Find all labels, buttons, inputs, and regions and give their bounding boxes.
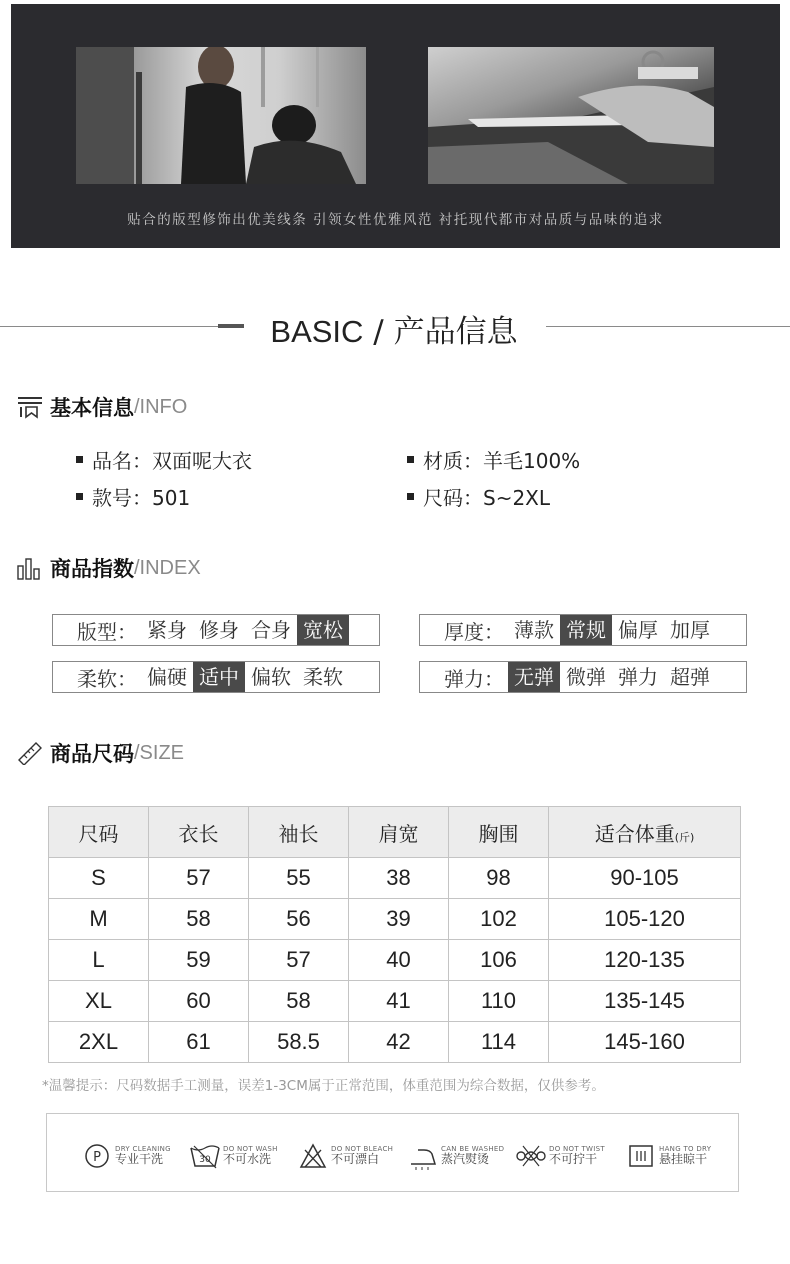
index-option-selected: 无弹 — [508, 662, 560, 692]
size-heading — [16, 738, 184, 768]
index-option: 柔软 — [303, 665, 343, 689]
index-option: 紧身 — [147, 618, 187, 642]
svg-text:P: P — [93, 1150, 101, 1165]
index-option-selected: 常规 — [560, 615, 612, 645]
table-cell: 98 — [449, 858, 549, 899]
index-heading — [16, 553, 201, 583]
table-cell: 41 — [349, 981, 449, 1022]
index-heading-cn: 商品指数 — [50, 557, 134, 581]
info-item-text: 材质：羊毛100% — [423, 449, 581, 473]
divider-accent — [218, 324, 244, 328]
column-header: 衣长 — [149, 807, 249, 858]
care-item-steam-iron — [407, 1140, 504, 1172]
table-cell: 135-145 — [549, 981, 741, 1022]
care-cn: 悬挂晾干 — [659, 1152, 708, 1167]
index-option: 微弹 — [566, 665, 606, 689]
banner-caption: 贴合的版型修饰出优美线条 引领女性优雅风范 衬托现代都市对品质与品味的追求 — [127, 212, 664, 228]
table-row — [49, 1022, 741, 1063]
section-heading — [0, 300, 790, 352]
index-option: 弹力 — [618, 665, 658, 689]
care-item-no-bleach — [297, 1140, 393, 1172]
weight-unit: (斤) — [674, 830, 695, 844]
table-cell: 110 — [449, 981, 549, 1022]
info-item-text: 品名：双面呢大衣 — [92, 449, 252, 473]
table-cell: 38 — [349, 858, 449, 899]
care-en: HANG TO DRY — [659, 1145, 712, 1154]
table-cell: S — [49, 858, 149, 899]
care-item-no-wash — [189, 1140, 278, 1172]
dry-clean-icon — [81, 1141, 113, 1171]
table-cell: M — [49, 899, 149, 940]
index-elasticity — [419, 661, 747, 693]
care-en: DRY CLEANING — [115, 1145, 171, 1154]
column-header: 适合体重 — [594, 821, 675, 846]
column-header: 尺码 — [49, 807, 149, 858]
table-row — [49, 858, 741, 899]
table-cell: 120-135 — [549, 940, 741, 981]
table-cell: XL — [49, 981, 149, 1022]
divider-left — [0, 326, 244, 327]
column-header: 肩宽 — [349, 807, 449, 858]
index-option: 合身 — [251, 618, 291, 642]
index-option: 薄款 — [514, 618, 554, 642]
column-header: 胸围 — [449, 807, 549, 858]
index-option: 偏硬 — [147, 665, 187, 689]
hero-banner — [11, 4, 780, 248]
table-cell: 106 — [449, 940, 549, 981]
table-cell: 56 — [249, 899, 349, 940]
table-row — [49, 899, 741, 940]
section-title-en: BASIC — [270, 314, 364, 349]
care-item-hang-dry — [625, 1140, 711, 1172]
info-item-text: 款号：501 — [92, 486, 191, 510]
table-cell: 39 — [349, 899, 449, 940]
table-cell: 61 — [149, 1022, 249, 1063]
care-cn: 不可拧干 — [549, 1152, 598, 1167]
size-table — [48, 806, 741, 1063]
table-row — [49, 940, 741, 981]
bar-chart-icon — [16, 555, 44, 581]
table-cell: 60 — [149, 981, 249, 1022]
index-option: 偏厚 — [618, 618, 658, 642]
bullet — [76, 456, 83, 463]
column-header-weight — [549, 807, 741, 858]
care-cn: 不可水洗 — [223, 1152, 272, 1167]
index-option: 超弹 — [670, 665, 710, 689]
size-note: *温馨提示：尺码数据手工测量，误差1-3CM属于正常范围，体重范围为综合数据，仅供参考。 — [42, 1078, 605, 1094]
bullet — [407, 456, 414, 463]
table-cell: 40 — [349, 940, 449, 981]
info-heading-cn: 基本信息 — [50, 396, 134, 420]
index-option-selected: 宽松 — [297, 615, 349, 645]
index-option-selected: 适中 — [193, 662, 245, 692]
table-cell: 57 — [249, 940, 349, 981]
info-item-size-range — [407, 482, 550, 511]
table-cell: 114 — [449, 1022, 549, 1063]
table-cell: 57 — [149, 858, 249, 899]
size-heading-cn: 商品尺码 — [50, 742, 134, 766]
index-option: 修身 — [199, 618, 239, 642]
divider-right — [546, 326, 790, 327]
info-heading — [16, 392, 187, 422]
care-en: CAN BE WASHED — [441, 1145, 505, 1154]
index-heading-en: /INDEX — [134, 556, 201, 579]
table-cell: 2XL — [49, 1022, 149, 1063]
column-header: 袖长 — [249, 807, 349, 858]
table-cell: 58.5 — [249, 1022, 349, 1063]
table-cell: 102 — [449, 899, 549, 940]
section-title-sep: / — [363, 314, 394, 350]
do-not-twist-icon — [515, 1141, 547, 1171]
table-cell: 55 — [249, 858, 349, 899]
info-item-name — [76, 445, 252, 474]
table-row — [49, 981, 741, 1022]
table-cell: 58 — [249, 981, 349, 1022]
index-option: 加厚 — [670, 618, 710, 642]
care-cn: 专业干洗 — [115, 1152, 164, 1167]
info-item-style-number — [76, 482, 190, 511]
designer-photo — [76, 47, 366, 184]
bullet — [407, 493, 414, 500]
section-title — [254, 306, 534, 351]
tailoring-photo — [428, 47, 714, 184]
index-thickness — [419, 614, 747, 646]
index-label: 版型： — [77, 619, 137, 644]
info-item-material — [407, 445, 580, 474]
care-en: DO NOT TWIST — [549, 1145, 605, 1154]
index-label: 厚度： — [444, 619, 504, 644]
info-heading-en: /INFO — [134, 395, 188, 418]
table-cell: 58 — [149, 899, 249, 940]
care-cn: 蒸汽熨烫 — [441, 1152, 490, 1167]
ruler-icon — [16, 740, 44, 766]
table-header-row — [49, 807, 741, 858]
index-option: 偏软 — [251, 665, 291, 689]
table-cell: 90-105 — [549, 858, 741, 899]
index-fit — [52, 614, 380, 646]
table-cell: 42 — [349, 1022, 449, 1063]
index-label: 弹力： — [444, 666, 504, 691]
care-item-dry-clean — [81, 1140, 171, 1172]
size-heading-en: /SIZE — [134, 741, 185, 764]
care-cn: 不可漂白 — [331, 1152, 380, 1167]
table-cell: 105-120 — [549, 899, 741, 940]
info-item-text: 尺码：S~2XL — [423, 486, 551, 510]
do-not-wash-icon — [189, 1141, 221, 1171]
index-label: 柔软： — [77, 666, 137, 691]
hang-dry-icon — [625, 1141, 657, 1171]
care-instructions — [46, 1113, 739, 1192]
section-title-cn: 产品信息 — [393, 314, 518, 350]
care-item-no-twist — [515, 1140, 605, 1172]
do-not-bleach-icon — [297, 1141, 329, 1171]
care-en: DO NOT BLEACH — [331, 1145, 394, 1154]
steam-iron-icon — [407, 1141, 439, 1171]
table-cell: L — [49, 940, 149, 981]
index-softness — [52, 661, 380, 693]
table-cell: 145-160 — [549, 1022, 741, 1063]
svg-text:30: 30 — [199, 1155, 211, 1165]
info-list-icon — [16, 394, 44, 420]
care-en: DO NOT WASH — [223, 1145, 278, 1154]
table-cell: 59 — [149, 940, 249, 981]
bullet — [76, 493, 83, 500]
